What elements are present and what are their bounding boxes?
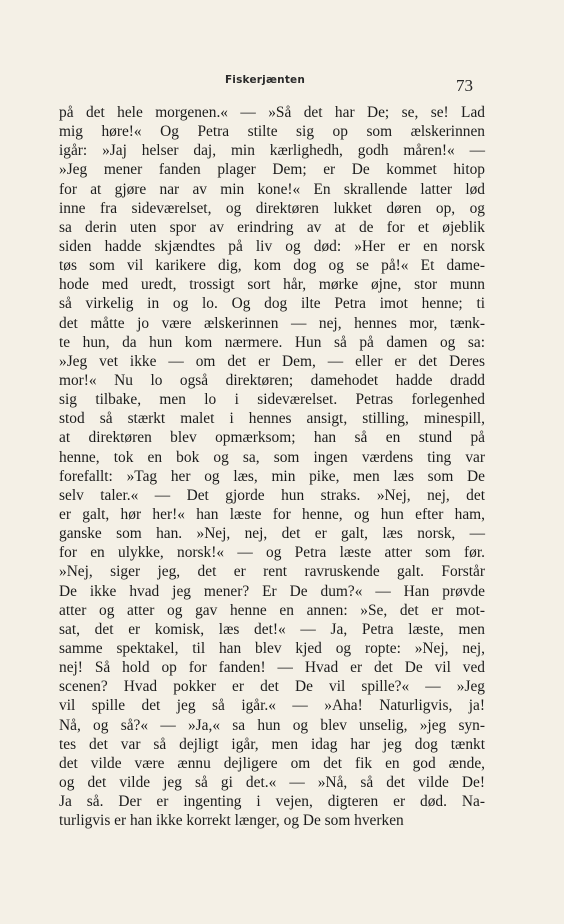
text-line: igår: »Jaj helser daj, min kærlighedh, godh måren!« — — [59, 142, 485, 160]
text-line: samme spektakel, til han blev kjed og ropte: »Nej, nej, — [59, 639, 485, 657]
text-line: for at gjøre nar av min kone!« En skrallende latter lød — [59, 180, 485, 198]
text-line: mor!« Nu lo også direktøren; damehodet hadde dradd — [59, 371, 485, 389]
text-line: vil spille det jeg så igår.« — »Aha! Naturligvis, ja! — [59, 697, 485, 715]
text-line: te hun, da hun kom nærmere. Hun så på damen og sa: — [59, 333, 485, 351]
text-line: sig tilbake, men lo i sideværelset. Petras forlegenhed — [59, 391, 485, 409]
text-line: så virkelig in og lo. Og dog ilte Petra imot henne; ti — [59, 295, 485, 313]
text-line: og det vilde jeg så gi det.« — »Nå, så det vilde De! — [59, 773, 485, 791]
body-text — [59, 103, 485, 830]
text-line: det vilde være ænnu dejligere om det fik en god ænde, — [59, 754, 485, 772]
text-line: De ikke hvad jeg mener? Er De dum?« — Han prøvde — [59, 582, 485, 600]
text-line: ganske som han. »Nej, nej, det er galt, læs norsk, — — [59, 525, 485, 543]
text-line: »Jeg mener fanden plager Dem; er De kommet hitop — [59, 161, 485, 179]
text-line: nej! Så hold op for fanden! — Hvad er det De vil ved — [59, 659, 485, 677]
running-title: Fiskerjænten — [224, 74, 306, 86]
text-line: tes det var så dejligt igår, men idag har jeg dog tænkt — [59, 735, 485, 753]
text-line: stod så stærkt malet i hennes ansigt, stilling, minespill, — [59, 410, 485, 428]
text-line: atter og atter og gav henne en annen: »Se, det er mot- — [59, 601, 485, 619]
text-line: »Jeg vet ikke — om det er Dem, — eller er det Deres — [59, 352, 485, 370]
text-line: Nå, og så?« — »Ja,« sa hun og blev unselig, »jeg syn- — [59, 716, 485, 734]
text-line: siden hadde skjændtes på liv og død: »Her er en norsk — [59, 237, 485, 255]
text-line: turligvis er han ikke korrekt længer, og De som hverken — [59, 812, 404, 830]
text-line: »Nej, siger jeg, det er rent ravruskende galt. Forstår — [59, 563, 485, 581]
text-line: tøs som vil karikere dig, kom dog og se på!« Et dame- — [59, 257, 485, 275]
page-number: 73 — [456, 76, 473, 95]
text-line: at direktøren blev opmærksom; han så en stund på — [59, 429, 485, 447]
text-line: henne, tok en bok og sa, som ingen værdens ting var — [59, 448, 485, 466]
text-line: sat, det er komisk, læs det!« — Ja, Petra læste, men — [59, 620, 485, 638]
text-line: for en ulykke, norsk!« — og Petra læste atter som før. — [59, 544, 485, 562]
text-line: inne fra sideværelset, og direktøren lukket døren op, og — [59, 199, 485, 217]
text-line: på det hele morgenen.« — »Så det har De; se, se! Lad — [59, 104, 485, 121]
text-line: forefallt: »Tag her og læs, min pike, men læs som De — [59, 467, 485, 485]
text-line: hode med uredt, trossigt sort hår, mørke øjne, stor munn — [59, 276, 485, 294]
text-line: sa derin uten spor av erindring av at de for et øjeblik — [59, 218, 485, 236]
text-line: Ja så. Der er ingenting i vejen, digteren er død. Na- — [59, 793, 485, 811]
text-line: scenen? Hvad pokker er det De vil spille?« — »Jeg — [59, 678, 485, 696]
text-line: det måtte jo være ælskerinnen — nej, hennes mor, tænk- — [59, 314, 485, 332]
text-line: selv taler.« — Det gjorde hun straks. »Nej, nej, det — [59, 486, 485, 504]
text-line: er galt, hør her!« han læste for henne, og hun efter ham, — [59, 505, 485, 523]
text-line: mig høre!« Og Petra stilte sig op som ælskerinnen — [59, 123, 485, 141]
